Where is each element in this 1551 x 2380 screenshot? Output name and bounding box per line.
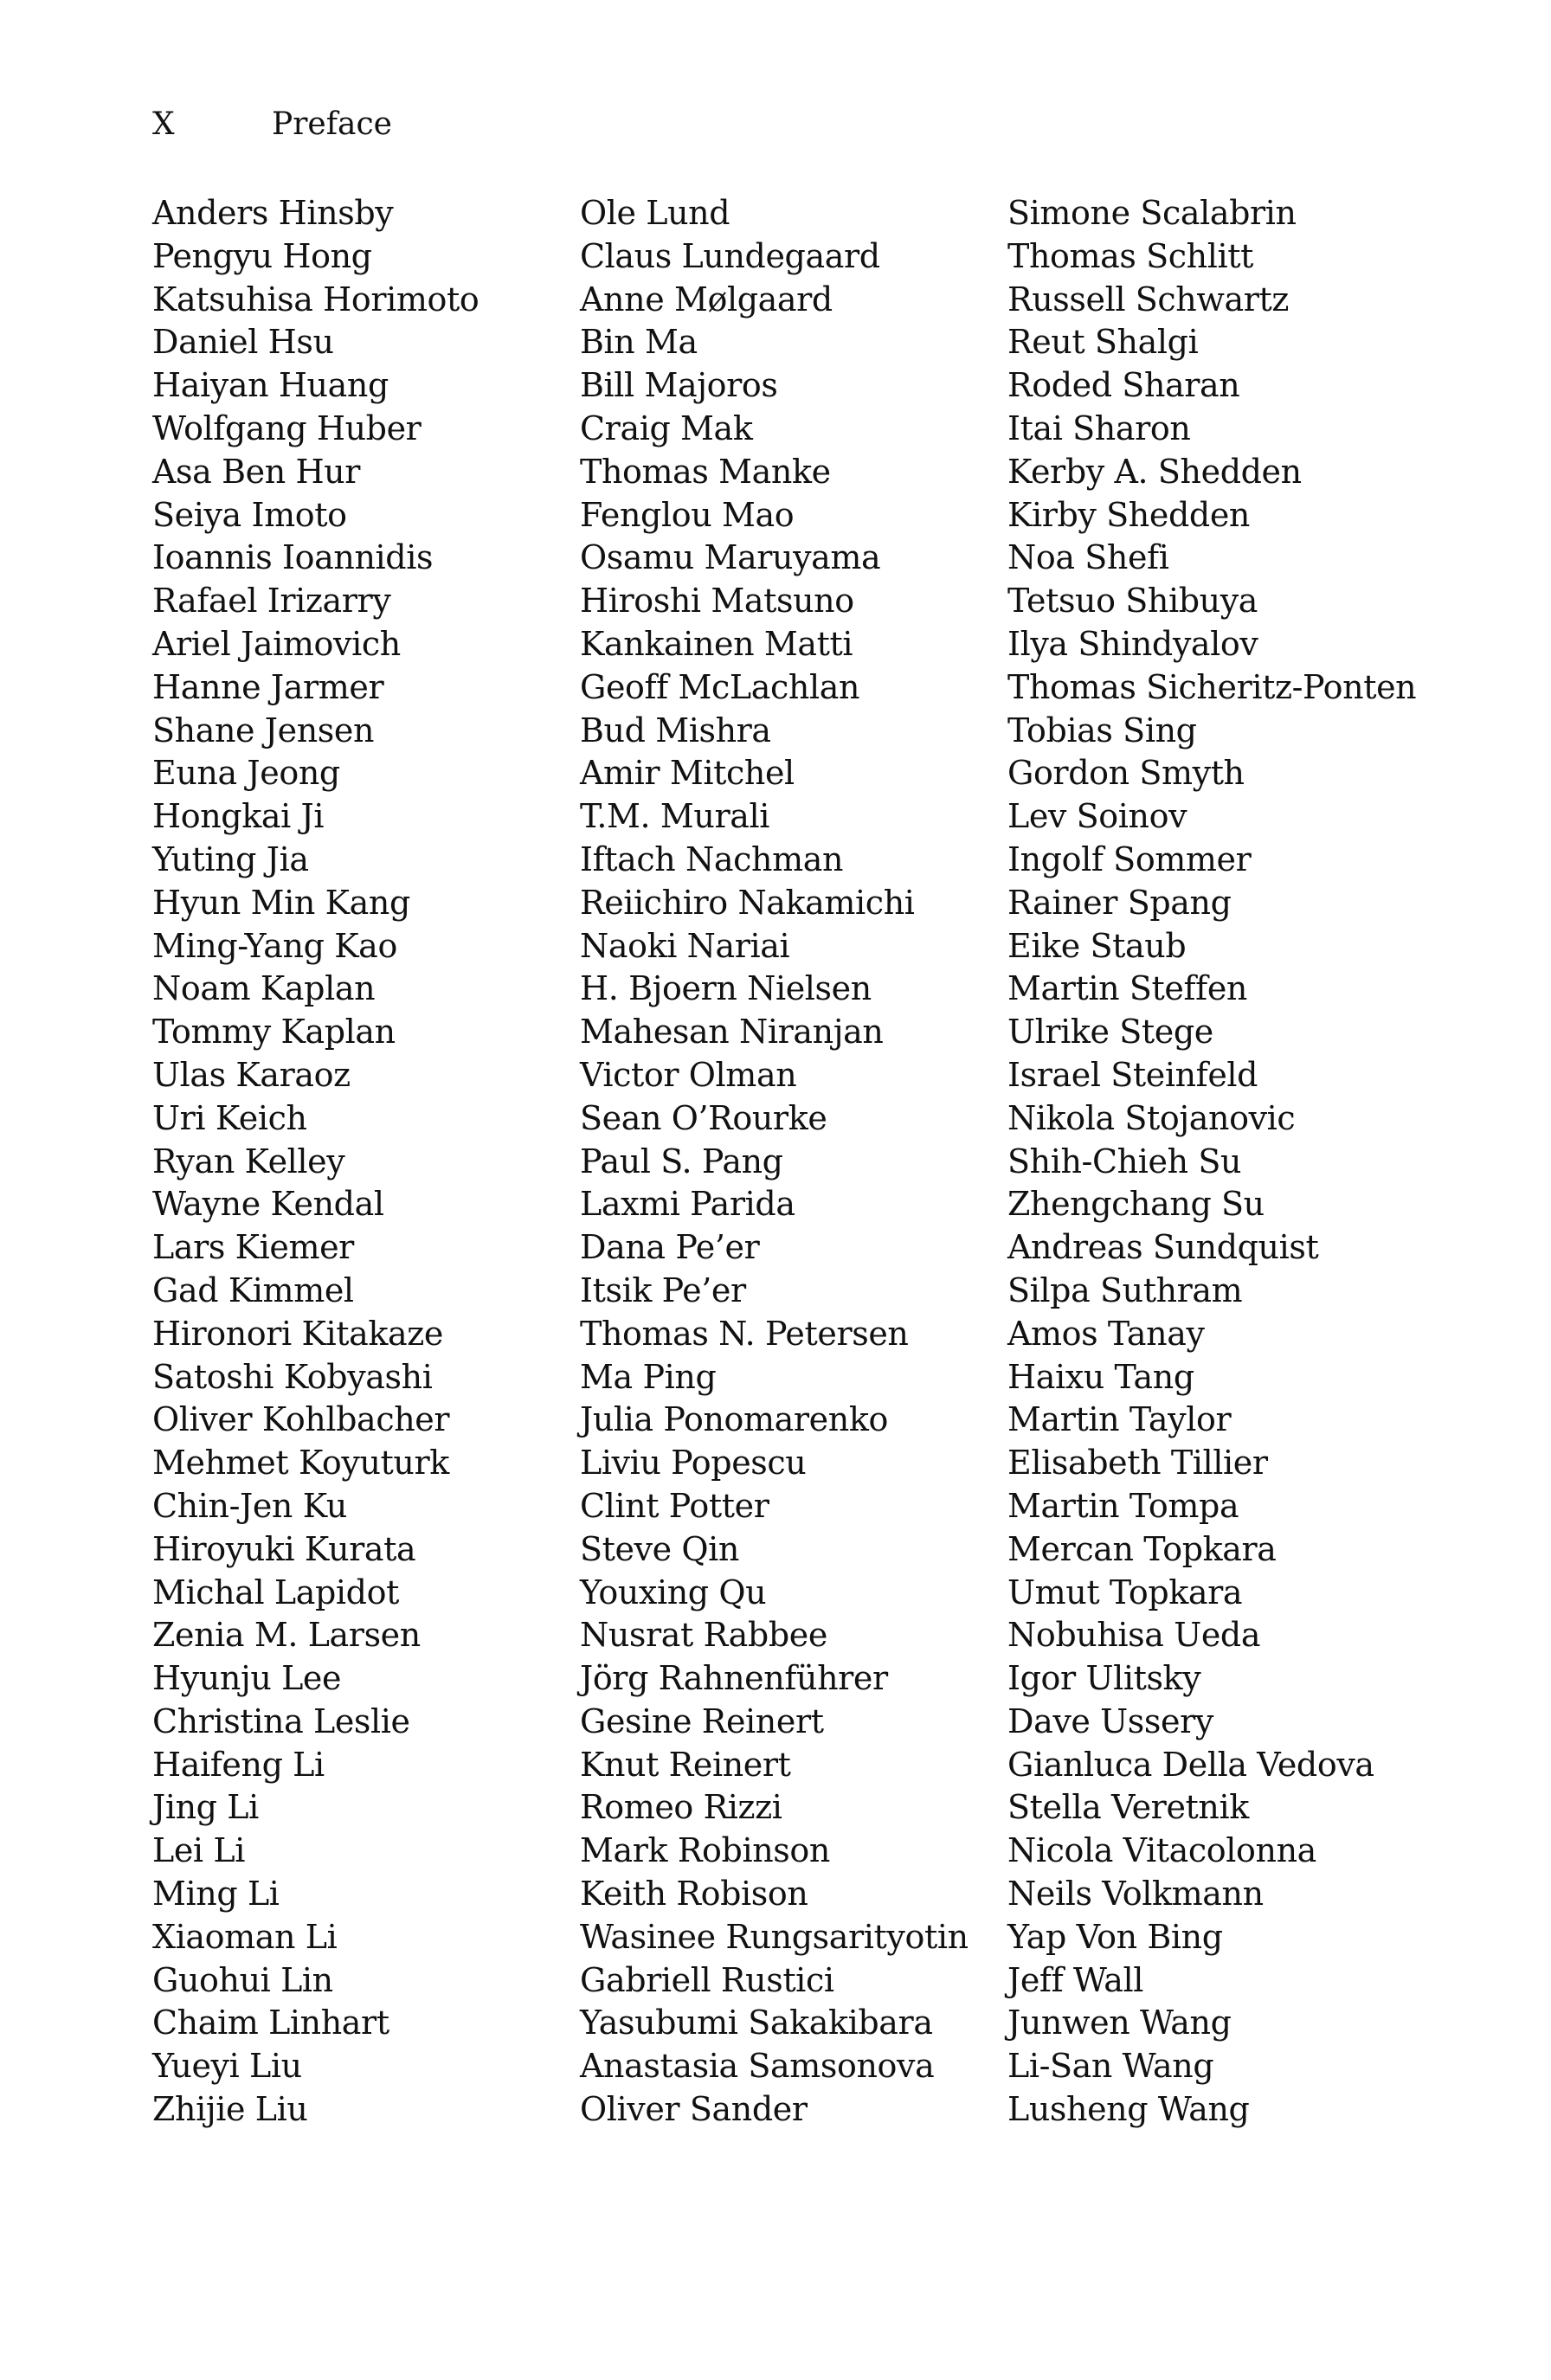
name-entry: Gesine Reinert: [580, 1701, 824, 1740]
name-entry: Katsuhisa Horimoto: [152, 280, 479, 318]
name-entry: Stella Veretnik: [1007, 1788, 1249, 1827]
name-entry: Dave Ussery: [1007, 1701, 1213, 1740]
name-entry: Nicola Vitacolonna: [1007, 1831, 1316, 1870]
name-entry: Itai Sharon: [1007, 408, 1191, 447]
name-entry: Wayne Kendal: [152, 1185, 384, 1224]
name-entry: Silpa Suthram: [1007, 1270, 1243, 1309]
name-entry: Victor Olman: [580, 1055, 797, 1094]
name-entry: Gad Kimmel: [152, 1270, 354, 1309]
name-entry: Lev Soinov: [1007, 797, 1187, 836]
name-entry: Laxmi Parida: [580, 1185, 795, 1224]
name-entry: Ingolf Sommer: [1007, 839, 1252, 878]
name-entry: Thomas Schlitt: [1007, 236, 1254, 275]
name-entry: Julia Ponomarenko: [580, 1400, 888, 1439]
name-entry: Zenia M. Larsen: [152, 1616, 421, 1655]
name-entry: Noam Kaplan: [152, 969, 376, 1008]
name-entry: Romeo Rizzi: [580, 1788, 782, 1827]
name-entry: Pengyu Hong: [152, 236, 372, 275]
name-entry: Ulas Karaoz: [152, 1055, 351, 1094]
name-entry: Nobuhisa Ueda: [1007, 1616, 1261, 1655]
running-title: Preface: [272, 106, 392, 142]
name-entry: Zhengchang Su: [1007, 1185, 1265, 1224]
name-entry: Xiaoman Li: [152, 1917, 338, 1956]
name-entry: Martin Taylor: [1007, 1400, 1232, 1439]
name-entry: H. Bjoern Nielsen: [580, 969, 872, 1008]
name-entry: Haifeng Li: [152, 1745, 325, 1784]
name-entry: Ilya Shindyalov: [1007, 624, 1258, 663]
name-entry: Yuting Jia: [152, 839, 309, 878]
name-entry: Oliver Kohlbacher: [152, 1400, 450, 1439]
name-entry: Kirby Shedden: [1007, 495, 1250, 534]
name-entry: Thomas Manke: [580, 452, 831, 491]
name-entry: Umut Topkara: [1007, 1573, 1243, 1611]
name-entry: Gianluca Della Vedova: [1007, 1745, 1374, 1784]
name-entry: Thomas Sicheritz-Ponten: [1007, 667, 1417, 706]
name-entry: Nusrat Rabbee: [580, 1616, 827, 1655]
name-entry: Neils Volkmann: [1007, 1875, 1264, 1914]
name-entry: Tommy Kaplan: [152, 1013, 396, 1052]
name-entry: Yasubumi Sakakibara: [580, 2004, 933, 2042]
name-entry: Haixu Tang: [1007, 1357, 1194, 1396]
name-entry: Russell Schwartz: [1007, 280, 1289, 318]
name-entry: Haiyan Huang: [152, 366, 389, 405]
name-entry: Ole Lund: [580, 194, 730, 232]
name-entry: Lars Kiemer: [152, 1228, 354, 1267]
name-entry: Martin Tompa: [1007, 1486, 1239, 1525]
name-entry: Naoki Nariai: [580, 926, 790, 965]
name-entry: Kankainen Matti: [580, 624, 853, 663]
name-entry: Roded Sharan: [1007, 366, 1240, 405]
name-entry: Elisabeth Tillier: [1007, 1444, 1268, 1483]
name-entry: Jeff Wall: [1007, 1960, 1144, 1999]
name-entry: Amir Mitchel: [580, 754, 795, 793]
name-entry: Hyun Min Kang: [152, 883, 410, 922]
name-entry: Nikola Stojanovic: [1007, 1098, 1296, 1137]
name-entry: Chin-Jen Ku: [152, 1486, 347, 1525]
name-entry: Daniel Hsu: [152, 323, 334, 362]
name-entry: Ming-Yang Kao: [152, 926, 397, 965]
name-entry: Liviu Popescu: [580, 1444, 807, 1483]
name-entry: Clint Potter: [580, 1486, 769, 1525]
name-entry: Lei Li: [152, 1831, 245, 1870]
name-entry: Hiroyuki Kurata: [152, 1529, 416, 1568]
name-entry: Jörg Rahnenführer: [580, 1659, 888, 1698]
name-entry: Ioannis Ioannidis: [152, 538, 434, 577]
name-entry: Ryan Kelley: [152, 1142, 345, 1180]
name-entry: Wolfgang Huber: [152, 408, 422, 447]
name-entry: Andreas Sundquist: [1007, 1228, 1319, 1267]
name-entry: Tetsuo Shibuya: [1007, 582, 1258, 621]
name-entry: Tobias Sing: [1007, 711, 1197, 749]
name-entry: Oliver Sander: [580, 2090, 808, 2129]
name-entry: Reiichiro Nakamichi: [580, 883, 915, 922]
name-entry: Li-San Wang: [1007, 2047, 1214, 2086]
name-entry: Yap Von Bing: [1007, 1917, 1223, 1956]
name-entry: Youxing Qu: [580, 1573, 767, 1611]
name-entry: Craig Mak: [580, 408, 753, 447]
name-entry: Osamu Maruyama: [580, 538, 881, 577]
name-entry: Shih-Chieh Su: [1007, 1142, 1242, 1180]
name-entry: Asa Ben Hur: [152, 452, 361, 491]
name-entry: Seiya Imoto: [152, 495, 347, 534]
name-column-1: [152, 192, 585, 2132]
name-entry: Claus Lundegaard: [580, 236, 880, 275]
name-entry: Christina Leslie: [152, 1701, 410, 1740]
name-entry: Geoff McLachlan: [580, 667, 860, 706]
name-entry: Jing Li: [152, 1788, 259, 1827]
name-entry: Keith Robison: [580, 1875, 808, 1914]
name-entry: Steve Qin: [580, 1529, 740, 1568]
name-column-3: [1007, 192, 1503, 2132]
name-entry: Euna Jeong: [152, 754, 340, 793]
name-entry: Hongkai Ji: [152, 797, 325, 836]
name-entry: Sean O’Rourke: [580, 1098, 827, 1137]
name-entry: Mehmet Koyuturk: [152, 1444, 449, 1483]
name-entry: Thomas N. Petersen: [580, 1314, 909, 1353]
name-entry: Anders Hinsby: [152, 194, 394, 232]
name-entry: Ulrike Stege: [1007, 1013, 1213, 1052]
name-entry: Michal Lapidot: [152, 1573, 399, 1611]
name-entry: Anastasia Samsonova: [580, 2047, 935, 2086]
name-entry: Israel Steinfeld: [1007, 1055, 1258, 1094]
name-entry: Yueyi Liu: [152, 2047, 302, 2086]
name-entry: Mercan Topkara: [1007, 1529, 1277, 1568]
name-entry: Iftach Nachman: [580, 839, 844, 878]
name-entry: Dana Pe’er: [580, 1228, 760, 1267]
name-entry: Simone Scalabrin: [1007, 194, 1297, 232]
name-entry: Anne Mølgaard: [580, 280, 833, 318]
name-entry: Chaim Linhart: [152, 2004, 389, 2042]
name-entry: Ming Li: [152, 1875, 280, 1914]
name-entry: Ariel Jaimovich: [152, 624, 401, 663]
name-entry: Fenglou Mao: [580, 495, 795, 534]
name-entry: Gordon Smyth: [1007, 754, 1245, 793]
name-entry: Igor Ulitsky: [1007, 1659, 1201, 1698]
name-entry: Amos Tanay: [1007, 1314, 1205, 1353]
name-entry: Shane Jensen: [152, 711, 375, 749]
name-entry: Martin Steffen: [1007, 969, 1247, 1008]
page-number: X: [152, 106, 175, 142]
name-entry: Paul S. Pang: [580, 1142, 783, 1180]
name-entry: Hiroshi Matsuno: [580, 582, 854, 621]
name-entry: Ma Ping: [580, 1357, 717, 1396]
name-entry: Gabriell Rustici: [580, 1960, 834, 1999]
name-entry: Guohui Lin: [152, 1960, 333, 1999]
name-column-2: [580, 192, 1013, 2132]
name-entry: Reut Shalgi: [1007, 323, 1199, 362]
name-entry: Rainer Spang: [1007, 883, 1232, 922]
name-entry: Hanne Jarmer: [152, 667, 384, 706]
name-entry: Mark Robinson: [580, 1831, 830, 1870]
name-entry: Itsik Pe’er: [580, 1270, 746, 1309]
name-entry: Lusheng Wang: [1007, 2090, 1250, 2129]
name-entry: Bill Majoros: [580, 366, 778, 405]
name-entry: Hironori Kitakaze: [152, 1314, 443, 1353]
name-entry: Noa Shefi: [1007, 538, 1169, 577]
name-entry: Uri Keich: [152, 1098, 307, 1137]
name-entry: Eike Staub: [1007, 926, 1187, 965]
name-entry: Knut Reinert: [580, 1745, 791, 1784]
name-entry: Junwen Wang: [1007, 2004, 1232, 2042]
name-entry: Bin Ma: [580, 323, 698, 362]
name-entry: Mahesan Niranjan: [580, 1013, 884, 1052]
name-entry: Bud Mishra: [580, 711, 771, 749]
name-entry: Wasinee Rungsarityotin: [580, 1917, 969, 1956]
name-entry: Satoshi Kobyashi: [152, 1357, 433, 1396]
name-entry: Hyunju Lee: [152, 1659, 342, 1698]
name-entry: Kerby A. Shedden: [1007, 452, 1302, 491]
name-entry: T.M. Murali: [580, 797, 770, 836]
name-entry: Rafael Irizarry: [152, 582, 391, 621]
name-entry: Zhijie Liu: [152, 2090, 308, 2129]
